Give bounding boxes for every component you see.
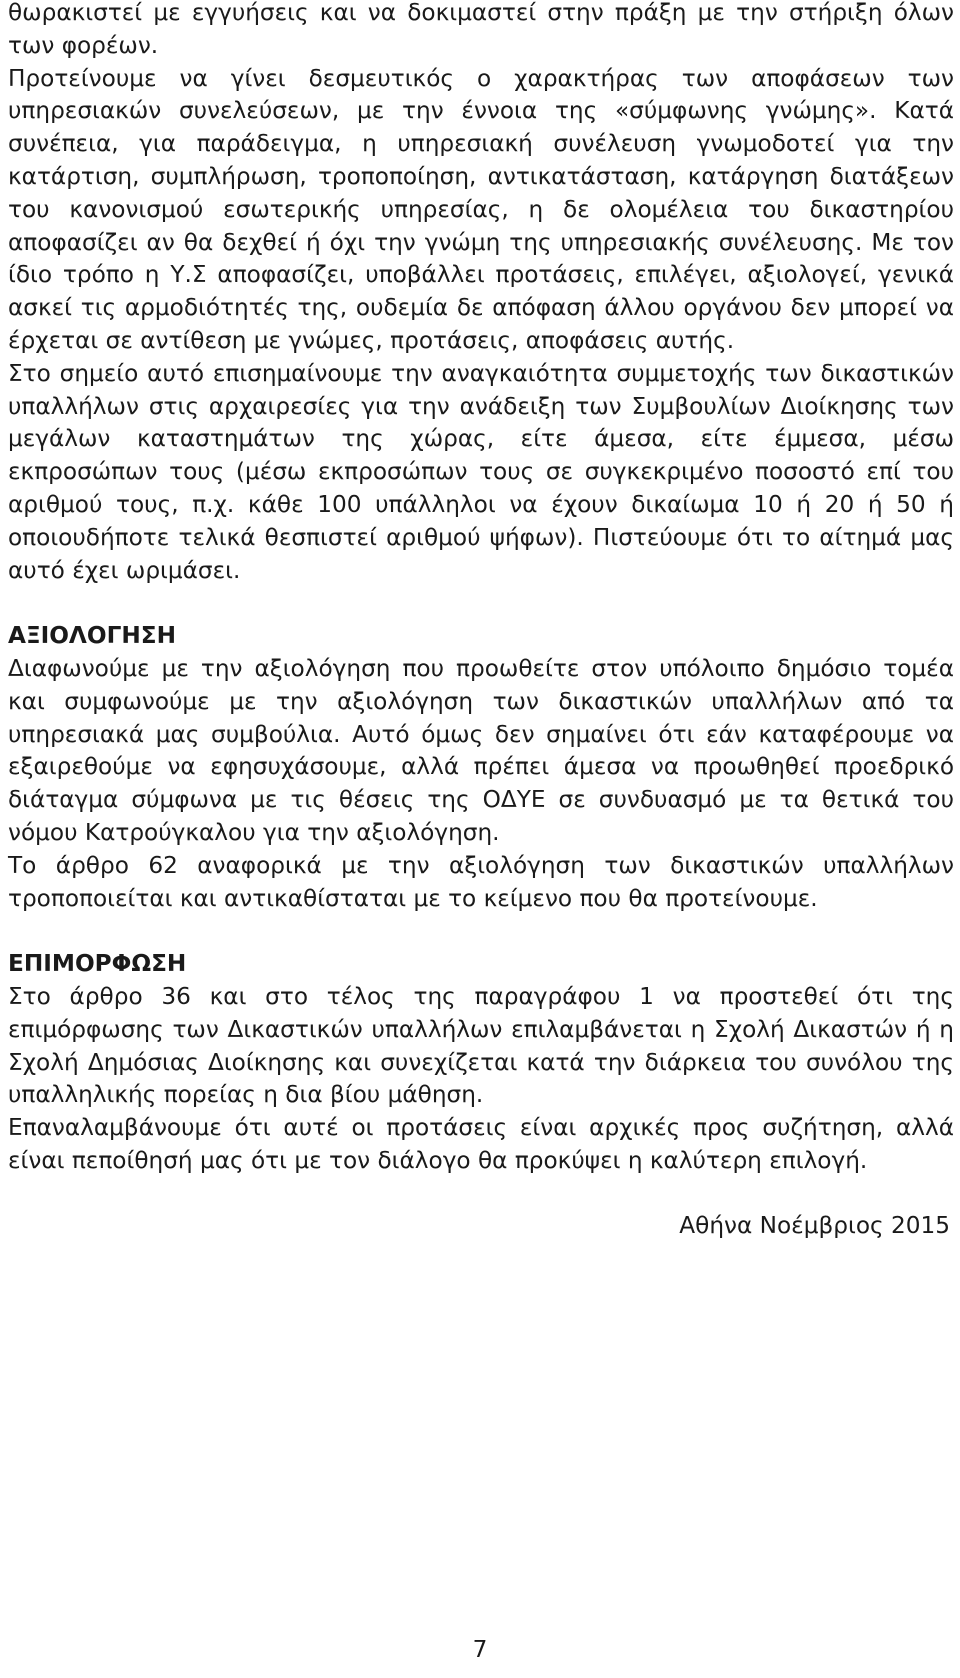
paragraph-article-62: Το άρθρο 62 αναφορικά με την αξιολόγηση των δικαστικών υπαλλήλων τροποποιείται και αντικαθίσταται με το κείμενο που θα προτείνουμε.: [8, 851, 954, 912]
paragraph-elections: Στο σημείο αυτό επισημαίνουμε την αναγκαιότητα συμμετοχής των δικαστικών υπαλλήλων στις αρχαιρεσίες για την ανάδειξη των Συμβουλίων Διοίκησης των μεγάλων καταστημάτων της χώρας, είτε άμεσα, είτε έμμεσα, μέσω εκπροσώπων τους (μέσω εκπροσώπων τους σε συγκεκριμένο ποσοστό επί του αριθμού τους, π.χ. κάθε 100 υπάλληλοι να έχουν δικαίωμα 10 ή 20 ή 50 ή οποιουδήποτε τελικά θεσπιστεί αριθμού ψήφων). Πιστεύουμε ότι το αίτημά μας αυτό έχει ωριμάσει.: [8, 359, 954, 584]
heading-evaluation: ΑΞΙΟΛΟΓΗΣΗ: [8, 622, 177, 650]
paragraph-evaluation-disagree: Διαφωνούμε με την αξιολόγηση που προωθείτε στον υπόλοιπο δημόσιο τομέα και συμφωνούμε με την αξιολόγηση των δικαστικών υπαλλήλων από τα υπηρεσιακά μας συμβούλια. Αυτό όμως δεν σημαίνει ότι εάν καταφέρουμε να εξαιρεθούμε να εφησυχάσουμε, αλλά πρέπει άμεσα να προωθηθεί προεδρικό διάταγμα σύμφωνα με τις θέσεις της ΟΔΥΕ σε συνδυασμό με τα θετικά του νόμου Κατρούγκαλου για την αξιολόγηση.: [8, 654, 954, 846]
page-number: 7: [472, 1636, 488, 1663]
paragraph-binding-decisions: Προτείνουμε να γίνει δεσμευτικός ο χαρακτήρας των αποφάσεων των υπηρεσιακών συνελεύσεων, με την έννοια της «σύμφωνης γνώμης». Κατά συνέπεια, για παράδειγμα, η υπηρεσιακή συνέλευση γνωμοδοτεί για την κατάρτιση, συμπλήρωση, τροποποίηση, αντικατάσταση, κατάργηση διατάξεων του κανονισμού εσωτερικής υπηρεσίας, η δε ολομέλεια του δικαστηρίου αποφασίζει αν θα δεχθεί ή όχι την γνώμη της υπηρεσιακής συνέλευσης. Με τον ίδιο τρόπο η Υ.Σ αποφασίζει, υποβάλλει προτάσεις, επιλέγει, αξιολογεί, γενικά ασκεί τις αρμοδιότητές της, ουδεμία δε απόφαση άλλου οργάνου δεν μπορεί να έρχεται σε αντίθεση με γνώμες, προτάσεις, αποφάσεις αυτής.: [8, 64, 954, 354]
paragraph-closing: Επαναλαμβάνουμε ότι αυτέ οι προτάσεις είναι αρχικές προς συζήτηση, αλλά είναι πεποίθησή μας ότι με τον διάλογο θα προκύψει η καλύτερη επιλογή.: [8, 1114, 954, 1174]
signature-date: Αθήνα Νοέμβριος 2015: [679, 1212, 950, 1240]
section-spacer: [8, 915, 954, 948]
paragraph-support: θωρακιστεί με εγγυήσεις και να δοκιμαστεί στην πράξη με την στήριξη όλων των φορέων.: [8, 0, 954, 59]
section-spacer: [8, 1178, 954, 1211]
heading-training: ΕΠΙΜΟΡΦΩΣΗ: [8, 950, 187, 978]
section-spacer: [8, 587, 954, 620]
document-page: [8, 0, 954, 1243]
paragraph-article-36: Στο άρθρο 36 και στο τέλος της παραγράφου 1 να προστεθεί ότι της επιμόρφωσης των Δικαστικών υπαλλήλων επιλαμβάνεται η Σχολή Δικαστών ή η Σχολή Δημόσιας Διοίκησης και συνεχίζεται κατά την διάρκεια του συνόλου της υπαλληλικής πορείας η δια βίου μάθηση.: [8, 982, 954, 1109]
